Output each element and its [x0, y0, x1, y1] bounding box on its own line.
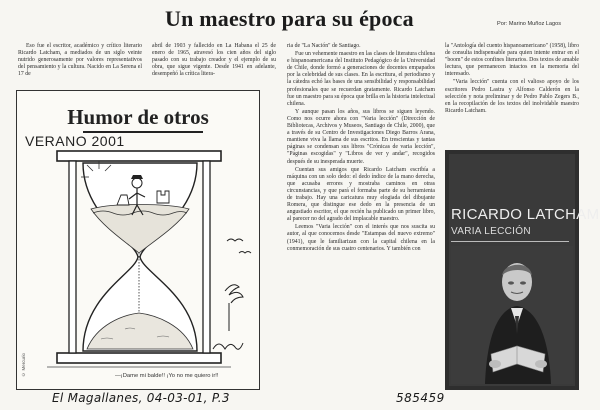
book-title: RICARDO LATCHAM [451, 206, 600, 223]
author-portrait [445, 150, 579, 390]
archive-code: 585459 [396, 391, 445, 405]
cartoon-credit: © Mercurio [21, 353, 26, 377]
paragraph: Y aunque pasan los años, sus libros se siguen leyendo. Como nos ocurre ahora con "Varia lección" (Dirección de Bibliotecas, Archivos y Museos, Santiago de Chile, 2000), que a través de su Centro de Investigaciones Diego Barros Arana, mantiene viva la llama de sus escritos. En trescientas y tantas páginas se condensan sus libros "Crónicas de varia lección", "Páginas escogidas" y "Libros de ver y andar", recogidos después de su inesperada muerte. [287, 108, 435, 165]
article-column-1 [18, 43, 142, 87]
book-subtitle: VARIA LECCIÓN [451, 226, 531, 237]
paragraph: abril de 1903 y fallecido en La Habana el 25 de enero de 1965, atravesó los cien años del siglo pasado con su trabajo creador y el ejemplo de su obra, que sigue vigente. Desde 1941 en adelante, desempeñó la crítica litera- [152, 43, 276, 78]
clipping-source-note: El Magallanes, 04-03-01, P.3 [52, 391, 230, 405]
paragraph: "Varia lección" cuenta con el valioso apoyo de los escritores Pedro Lastra y Alfonso Calderón en la selección y nota preliminar y de Pedro Pablo Zegers B., en la recopilación de los textos del inolvidable maestro Ricardo Latcham. [445, 79, 579, 114]
cartoon-caption: —¡Dame mi balde!! ¡Yo no me quiero ir!! [115, 373, 219, 379]
book-cover-photo [445, 150, 600, 390]
article-byline: Por: Marino Muñoz Lagos [497, 21, 562, 27]
paragraph: Eso fue el escritor, académico y crítico literario Ricardo Latcham, a mediados de un siglo veinte nutrido generosamente por valores representativos del pensamiento y la cultura. Nacido en La Serena el 17 de [18, 43, 142, 78]
cartoon-box [16, 90, 260, 390]
paragraph: Leemos "Varia lección" con el interés que nos suscita su autor, al que conocemos desde "Estampas del nuevo extremo" (1941), que le familiarizan con la capital chilena en la conmemoración de sus cuatro centenarios. Y también con [287, 224, 435, 252]
paragraph: Cuentan sus amigos que Ricardo Latcham escribía a máquina con un solo dedo: el dedo índice de la mano derecha, que acusaba errores y mostraba caminos en otras circunstancias, y que pará el formaba parte de su herramienta de trabajo. Hay una caricatura muy elogiada del dibujante Romera, que distingue ese dedo en la presencia de un angustiado escritor, el que recién ha publicado un primer libro, al parecer no del agrado del implacable maestro. [287, 166, 435, 223]
paragraph: ria de "La Nación" de Santiago. [287, 43, 361, 49]
cartoon-title: Humor de otros [67, 105, 209, 129]
article-column-4 [445, 43, 579, 147]
article-column-2 [152, 43, 276, 87]
paragraph: Fue un vehemente maestro en las clases de literatura chilena e hispanoamericana del Instituto Pedagógico de la Universidad de Chile, donde formó a generaciones de docentes empapados por la celebridad de sus clases. En la escritura, el periodismo y la cátedra echó las bases de una sensibilidad y responsabilidad profesionales que se recuerdan gratamente. Ricardo Latcham fue un maestro para su época que brilla en la historia intelectual chilena. [287, 51, 435, 107]
cartoon-season-label: VERANO 2001 [25, 133, 125, 149]
article-column-3 [287, 43, 435, 389]
article-headline: Un maestro para su época [165, 6, 414, 31]
book-divider [451, 241, 569, 242]
paragraph: la "Antología del cuento hispanoamericano" (1958), libro de consulta indispensable para quien intente entrar en el "boom" de estos confines literarios. Dos textos de amable lectura, que permanecen intactos en la memoria del interesado. [445, 43, 579, 78]
